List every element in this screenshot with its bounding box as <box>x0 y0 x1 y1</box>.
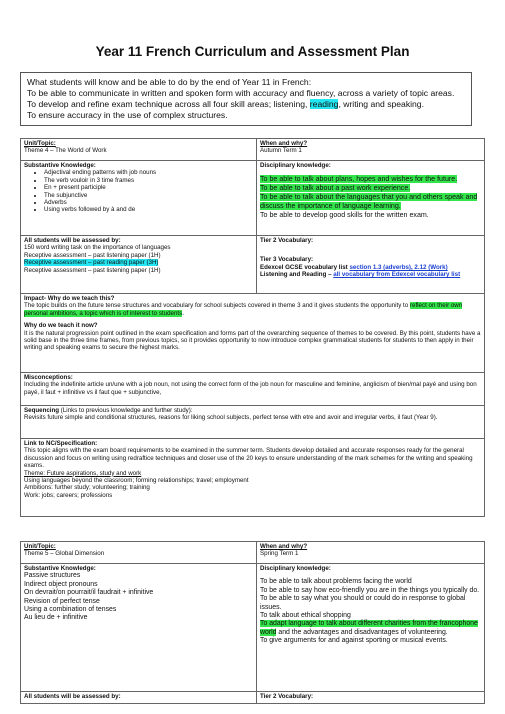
when-label: When and why? <box>260 543 308 550</box>
assess-line <box>24 259 253 266</box>
sequencing-label: Sequencing <box>24 407 60 414</box>
tier3-label: Tier 3 Vocabulary: <box>260 256 314 264</box>
sk-line: Using a combination of tenses <box>24 606 117 614</box>
intro-box <box>20 72 472 126</box>
when-value: Autumn Term 1 <box>260 147 302 155</box>
intro-line-1: What students will know and be able to do by the end of Year 11 in French: <box>27 77 312 87</box>
misconceptions-label: Misconceptions: <box>24 374 73 381</box>
sk-line: Passive structures <box>24 572 81 580</box>
dk-line-1: To be able to talk about plans, hopes and wishes for the future. <box>260 175 458 184</box>
theme5-table <box>20 541 485 704</box>
unit-label: Unit/Topic: <box>24 543 56 550</box>
page-title: Year 11 French Curriculum and Assessment Plan <box>95 44 410 59</box>
dk-line-3: To be able to talk about the languages that you and others speak and discuss the importance of language learning. <box>260 193 478 211</box>
intro-line-2: To be able to communicate in written and spoken form with accuracy and fluency, across a variety of topic areas. <box>27 88 455 98</box>
sk-label: Substantive Knowledge: <box>24 565 96 572</box>
when-cell <box>257 139 485 161</box>
sk-item: • The subjunctive <box>44 192 253 199</box>
sequencing-cell <box>21 406 485 439</box>
why-now-label: Why do we teach it now? <box>24 322 98 330</box>
nc-link-cell <box>21 439 485 517</box>
lr-text: Listening and Reading – <box>260 271 332 279</box>
sk-line: On devrait/on pourrait/il faudrait + infinitive <box>24 589 154 597</box>
sk-item: • En + present participle <box>44 184 253 191</box>
when-value: Spring Term 1 <box>260 550 299 558</box>
nc-line: Ambitions: further study; volunteering; training <box>24 484 150 492</box>
sk-item: • Adjectival ending patterns with job nouns <box>44 169 253 176</box>
sk-line: Revision of perfect tense <box>24 597 100 605</box>
dk-line-4: To be able to develop good skills for the written exam. <box>260 211 429 220</box>
assess-label: All students will be assessed by: <box>24 237 121 244</box>
dk-label: Disciplinary knowledge: <box>260 162 331 169</box>
sk-line: Indirect object pronouns <box>24 580 98 588</box>
tier2-label: Tier 2 Vocabulary: <box>260 237 314 244</box>
why-now-text: It is the natural progression point outlined in the exam specification and forms part of the overarching sequence of themes to be covered. By this point, students have a solid base in the three time frames, from previous topics, so it provides opportunity to now introduce complex grammatical students for students to then apply in their writing and speaking exams to secure the highest marks. <box>24 329 481 352</box>
sk-item: • Using verbs followed by à and de <box>44 206 253 213</box>
dk-label: Disciplinary knowledge: <box>260 565 331 572</box>
sk-label: Substantive Knowledge: <box>24 162 96 169</box>
sequencing-sublabel: (Links to previous knowledge and further study): <box>59 407 193 414</box>
theme-line: Theme: Future aspirations, study and work <box>24 469 142 477</box>
substantive-knowledge-cell <box>21 564 257 692</box>
impact-cell <box>21 294 485 373</box>
misconceptions-text: Including the indefinite article un/une with a job noun, not using the correct form of the job noun for masculine and feminine, anglicism of bien/mal payé and using bon payé, il faut + infinitive vs il faut que + subjunctive, <box>24 381 477 396</box>
assess-line: Receptive assessment – past listening paper (1H) <box>24 251 161 259</box>
tier2-label: Tier 2 Vocabulary: <box>260 693 314 700</box>
sk-item: • The verb vouloir in 3 time frames <box>44 177 253 184</box>
intro-line-3-a: To develop and refine exam technique across all four skill areas; listening, <box>27 99 308 109</box>
dk-line-rest: and the advantages and disadvantages of volunteering. <box>276 628 448 636</box>
impact-highlight: reflect on their own personal ambitions, a topic which is of interest to students <box>24 302 463 317</box>
unit-cell <box>21 542 257 564</box>
nc-line: Work: jobs; careers; professions <box>24 491 113 499</box>
dk-line-2: To be able to talk about a past work experience. <box>260 184 411 193</box>
when-label: When and why? <box>260 140 308 147</box>
assessment-cell <box>21 236 257 294</box>
dk-highlight: To adapt language to talk about different charities from the francophone world <box>260 620 478 636</box>
dk-line: To be able to say how eco-friendly you are in the things you typically do. <box>260 586 480 594</box>
nc-link-label: Link to NC/Specification: <box>24 440 98 447</box>
assessment-cell <box>21 692 257 704</box>
nc-line: Using languages beyond the classroom; forming relationships; travel; employment <box>24 477 249 485</box>
assess-line: Receptive assessment – past listening paper (1H) <box>24 266 161 274</box>
disciplinary-knowledge-cell <box>257 161 485 236</box>
unit-label: Unit/Topic: <box>24 140 56 147</box>
impact-label: Impact- Why do we teach this? <box>24 295 115 302</box>
impact-end: . <box>182 309 184 317</box>
assess-line-highlighted: Receptive assessment – past reading paper (3H) <box>24 259 159 267</box>
unit-cell <box>21 139 257 161</box>
assess-label: All students will be assessed by: <box>24 693 121 700</box>
intro-line-4: To ensure accuracy in the use of complex structures. <box>27 110 228 120</box>
sk-line: Au lieu de + infinitive <box>24 614 88 622</box>
dk-line <box>260 620 481 637</box>
unit-value: Theme 4 – The World of Work <box>24 147 107 155</box>
intro-line-3 <box>27 99 465 110</box>
disciplinary-knowledge-cell <box>257 564 485 692</box>
impact-text: The topic builds on the future tense structures and vocabulary for school subjects covered in theme 3 and it gives students the opportunity to <box>24 302 409 310</box>
intro-line-3-c: , writing and speaking. <box>338 99 424 109</box>
dk-line: To be able to talk about problems facing the world <box>260 578 412 586</box>
sequencing-text: Revisits future simple and conditional structures, reasons for liking school subjects, perfect tense with etre and avoir and irregular verbs, il faut (Year 9). <box>24 414 438 422</box>
unit-value: Theme 5 – Global Dimension <box>24 550 105 558</box>
tier3-text: Edexcel GCSE vocabulary list <box>260 263 348 271</box>
vocab-list-link[interactable]: all vocabulary from Edexcel vocabulary list <box>333 271 461 279</box>
tier3-link[interactable]: section 1.3 (adverbs), 2.12 (Work) <box>349 263 448 271</box>
dk-line: To be able to say what you should or could do in response to global issues. <box>260 595 466 611</box>
misconceptions-cell <box>21 373 485 406</box>
dk-line: To give arguments for and against sporting or musical events. <box>260 637 448 645</box>
dk-line: To talk about ethical shopping <box>260 612 351 620</box>
vocabulary-cell <box>257 236 485 294</box>
theme4-table <box>20 138 485 517</box>
when-cell <box>257 542 485 564</box>
nc-link-text: This topic aligns with the exam board requirements to be examined in the summer term. Students develop detailed and accurate responses ready for the general discussion and focus on writing using redraftice techniques and closer use of the 20 keys to ensure understanding of the mark schemes for the writing and speaking exams. <box>24 447 473 470</box>
assess-line: 150 word writing task on the importance of languages <box>24 244 171 252</box>
reading-highlight: reading <box>309 99 339 109</box>
sk-item: • Adverbs <box>44 199 253 206</box>
vocabulary-cell <box>257 692 485 704</box>
substantive-knowledge-cell <box>21 161 257 236</box>
